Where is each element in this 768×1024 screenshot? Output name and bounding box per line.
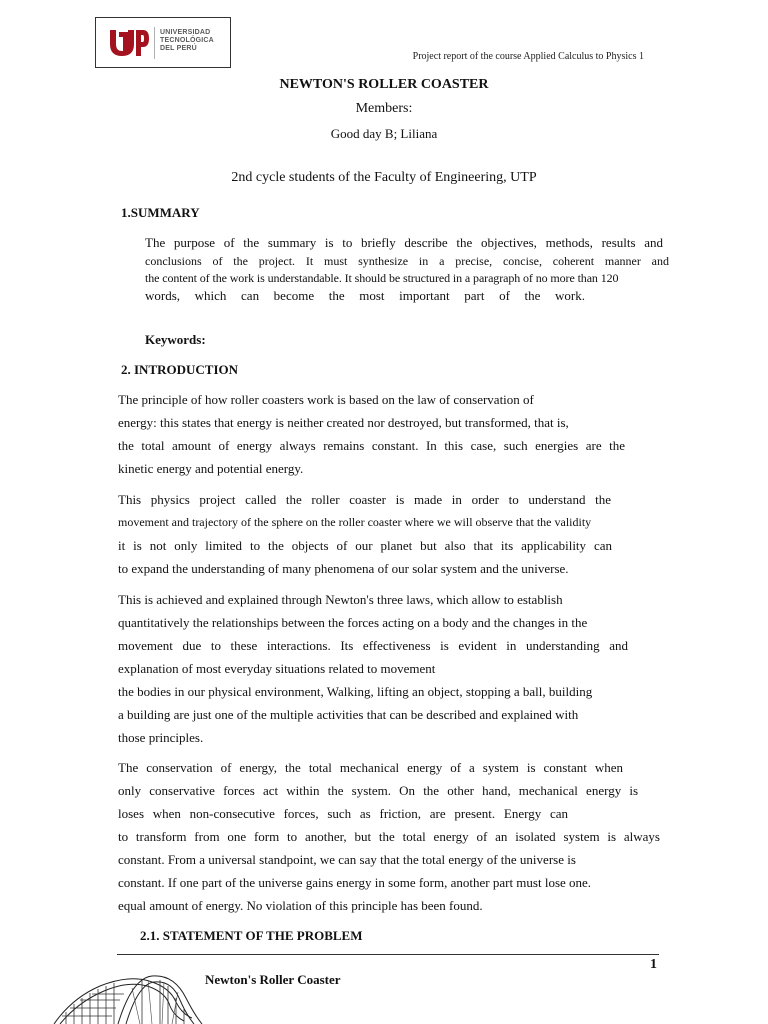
intro-line: equal amount of energy. No violation of this principle has been found. — [118, 898, 483, 913]
roller-coaster-illustration-icon — [52, 968, 204, 1024]
intro-line: the total amount of energy always remains constant. In this case, such energies are the — [118, 438, 625, 453]
intro-line: energy: this states that energy is neither created nor destroyed, but transformed, that is, — [118, 415, 569, 430]
utp-logo-mark-icon — [108, 26, 150, 60]
intro-line: explanation of most everyday situations related to movement — [118, 661, 436, 676]
course-note: Project report of the course Applied Calculus to Physics 1 — [412, 51, 644, 62]
intro-line: movement due to these interactions. Its effectiveness is evident in understanding and — [118, 638, 628, 653]
summary-line: conclusions of the project. It must synthesize in a precise, concise, coherent manner and — [145, 254, 669, 268]
intro-line: it is not only limited to the objects of our planet but also that its applicability can — [118, 538, 612, 553]
affiliation: 2nd cycle students of the Faculty of Engineering, UTP — [231, 170, 537, 185]
intro-line: only conservative forces act within the system. On the other hand, mechanical energy is — [118, 783, 638, 798]
page-number: 1 — [650, 957, 657, 972]
intro-line: This is achieved and explained through Newton's three laws, which allow to establish — [118, 592, 563, 607]
keywords-label: Keywords: — [145, 332, 206, 347]
intro-line: those principles. — [118, 730, 204, 745]
intro-line: quantitatively the relationships between the forces acting on a body and the changes in the — [118, 615, 588, 630]
intro-line: loses when non-consecutive forces, such as friction, are present. Energy can — [118, 806, 568, 821]
logo-text-line: UNIVERSIDAD — [160, 29, 211, 36]
intro-line: The conservation of energy, the total mechanical energy of a system is constant when — [118, 760, 623, 775]
intro-line: constant. From a universal standpoint, we can say that the total energy of the universe is — [118, 852, 576, 867]
members-names: Good day B; Liliana — [330, 126, 438, 141]
summary-heading: 1.SUMMARY — [121, 205, 200, 220]
summary-line: The purpose of the summary is to briefly describe the objectives, methods, results and — [145, 235, 663, 250]
intro-line: the bodies in our physical environment, Walking, lifting an object, stopping a ball, building — [118, 684, 593, 699]
intro-line: to expand the understanding of many phenomena of our solar system and the universe. — [118, 561, 569, 576]
intro-line: a building are just one of the multiple activities that can be described and explained with — [118, 707, 579, 722]
intro-line: This physics project called the roller coaster is made in order to understand the — [118, 492, 611, 507]
members-label: Members: — [355, 101, 413, 116]
intro-line: The principle of how roller coasters work is based on the law of conservation of — [118, 392, 534, 407]
summary-line: words, which can become the most important part of the work. — [145, 288, 585, 303]
document-title: NEWTON'S ROLLER COASTER — [279, 77, 489, 92]
intro-line: kinetic energy and potential energy. — [118, 461, 304, 476]
logo-text — [160, 29, 214, 53]
logo-text-line: DEL PERÚ — [160, 45, 197, 52]
intro-line: constant. If one part of the universe gains energy in some form, another part must lose one. — [118, 875, 592, 890]
intro-line: movement and trajectory of the sphere on the roller coaster where we will observe that the validity — [118, 515, 592, 529]
footer-divider — [117, 954, 659, 955]
university-logo — [95, 17, 231, 68]
logo-divider — [154, 27, 155, 59]
problem-statement-heading: 2.1. STATEMENT OF THE PROBLEM — [140, 928, 363, 943]
footer-title: Newton's Roller Coaster — [205, 972, 341, 987]
introduction-heading: 2. INTRODUCTION — [121, 362, 239, 377]
intro-line: to transform from one form to another, but the total energy of an isolated system is always — [118, 829, 660, 844]
summary-line: the content of the work is understandable. It should be structured in a paragraph of no more than 120 — [145, 271, 619, 285]
logo-text-line: TECNOLÓGICA — [160, 37, 214, 44]
